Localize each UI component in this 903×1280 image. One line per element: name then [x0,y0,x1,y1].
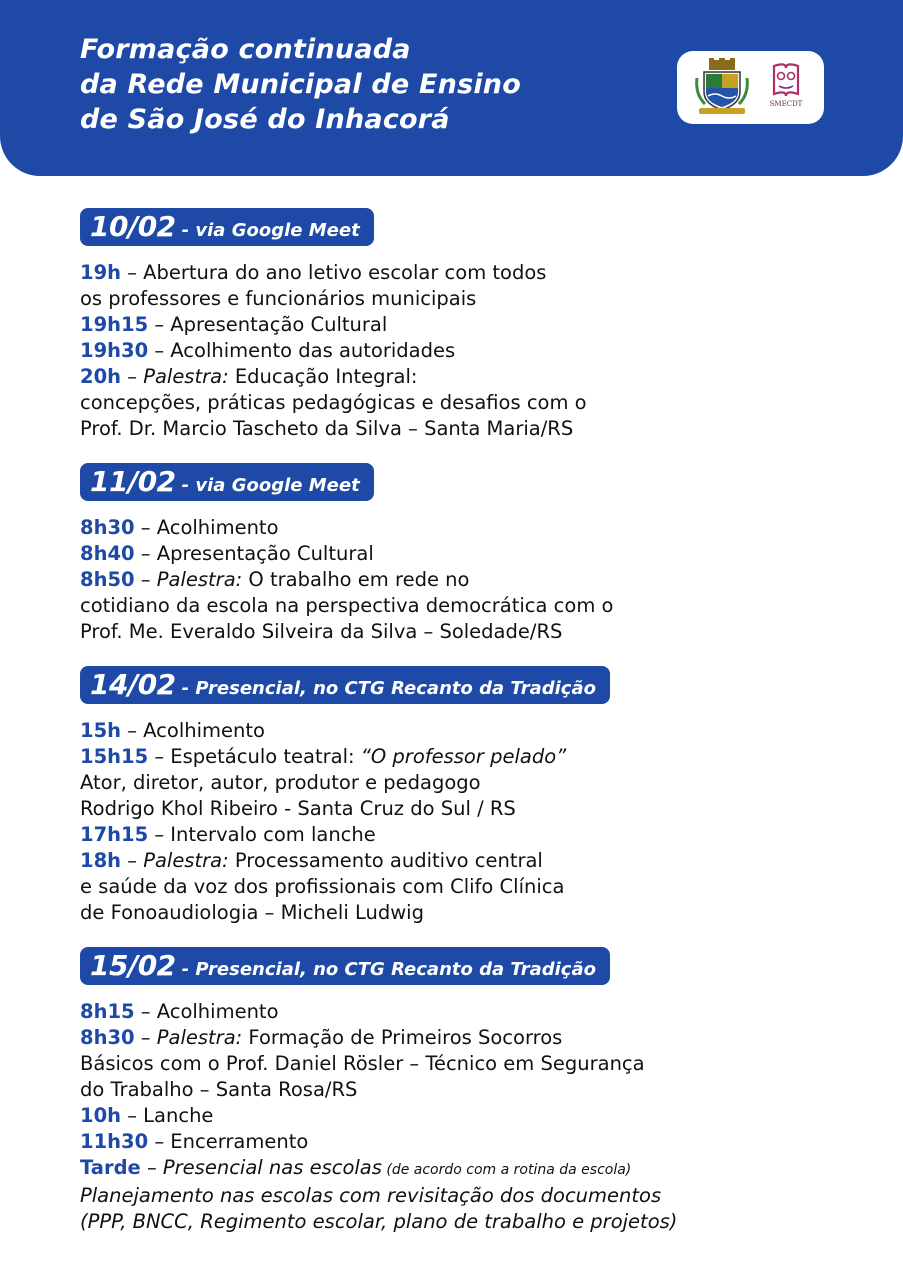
schedule-line [80,770,610,796]
schedule-line [80,1025,677,1051]
smecdt-logo [757,60,815,116]
line-text: – [121,365,144,388]
schedule-line [80,796,610,822]
time-label: 17h15 [80,823,149,846]
line-text: Formação de Primeiros Socorros [242,1026,563,1049]
date-label: 14/02 [90,668,176,701]
time-label: Tarde [80,1156,141,1179]
time-label: 15h [80,719,122,742]
schedule-line [80,1103,677,1129]
time-label: 20h [80,365,122,388]
line-note: (de acordo com a rotina da escola) [381,1162,632,1178]
line-text: – Acolhimento das autoridades [148,339,456,362]
title-line: da Rede Municipal de Ensino [80,69,521,100]
date-badge [80,463,374,501]
schedule-line [80,822,610,848]
schedule-line [80,338,587,364]
schedule-line [80,848,610,874]
line-text: concepções, práticas pedagógicas e desafios com o [80,391,587,414]
line-text: – Acolhimento [121,719,265,742]
line-italic: Planejamento nas escolas com revisitação dos documentos [80,1184,662,1207]
schedule-line [80,1155,677,1183]
line-text: Prof. Dr. Marcio Tascheto da Silva – Santa Maria/RS [80,417,574,440]
line-italic: Palestra: [143,849,229,872]
time-label: 19h [80,261,122,284]
time-label: 15h15 [80,745,149,768]
date-badge [80,947,610,985]
schedule-line [80,1077,677,1103]
line-italic: Palestra: [143,365,229,388]
mode-label: - via Google Meet [181,220,360,241]
line-text: – Abertura do ano letivo escolar com todos [121,261,547,284]
line-text: – Apresentação Cultural [148,313,388,336]
schedule-line [80,874,610,900]
schedule-line [80,1183,677,1209]
line-text: – Lanche [121,1104,214,1127]
schedule-line [80,567,613,593]
schedule-line [80,1051,677,1077]
header-banner [0,0,903,176]
schedule-line [80,744,610,770]
line-text: Prof. Me. Everaldo Silveira da Silva – Soledade/RS [80,620,563,643]
line-text: Educação Integral: [228,365,418,388]
schedule-line [80,312,587,338]
logos-box [677,51,824,124]
schedule-day-section [80,463,613,645]
line-text: Rodrigo Khol Ribeiro - Santa Cruz do Sul / RS [80,797,516,820]
schedule-line [80,619,613,645]
schedule-line [80,1209,677,1235]
line-text: – Encerramento [148,1130,309,1153]
schedule-day-section [80,208,587,442]
line-text: e saúde da voz dos profissionais com Clifo Clínica [80,875,565,898]
line-text: Ator, diretor, autor, produtor e pedagogo [80,771,481,794]
line-text: O trabalho em rede no [242,568,470,591]
time-label: 19h15 [80,313,149,336]
schedule-line [80,900,610,926]
schedule-line [80,390,587,416]
line-text: – [134,1026,157,1049]
line-italic: “O professor pelado” [360,745,567,768]
mode-label: - Presencial, no CTG Recanto da Tradição [181,959,596,980]
line-text: – Apresentação Cultural [134,542,374,565]
date-label: 15/02 [90,949,176,982]
line-text: Básicos com o Prof. Daniel Rösler – Técnico em Segurança [80,1052,645,1075]
time-label: 8h40 [80,542,135,565]
line-italic: Palestra: [156,568,243,591]
time-label: 18h [80,849,122,872]
municipal-crest-logo [695,58,749,116]
line-text: os professores e funcionários municipais [80,287,477,310]
line-text: – Espetáculo teatral: [148,745,361,768]
line-text: do Trabalho – Santa Rosa/RS [80,1078,358,1101]
schedule-line [80,999,677,1025]
book-owl-icon [757,60,815,100]
schedule-line [80,260,587,286]
mode-label: - Presencial, no CTG Recanto da Tradição [181,678,596,699]
time-label: 8h30 [80,1026,135,1049]
schedule-line [80,593,613,619]
time-label: 8h15 [80,1000,135,1023]
schedule-line [80,416,587,442]
schedule-line [80,1129,677,1155]
line-text: – Intervalo com lanche [148,823,376,846]
mode-label: - via Google Meet [181,475,360,496]
title-line: Formação continuada [80,34,411,65]
line-text: – Acolhimento [134,1000,279,1023]
line-text: de Fonoaudiologia – Micheli Ludwig [80,901,424,924]
page-title [80,32,521,137]
schedule-line [80,541,613,567]
schedule-line [80,286,587,312]
date-label: 10/02 [90,210,176,243]
schedule-day-section [80,947,677,1235]
line-text: – Acolhimento [134,516,279,539]
time-label: 8h30 [80,516,135,539]
schedule-line [80,515,613,541]
line-italic: Palestra: [156,1026,243,1049]
date-badge [80,666,610,704]
smecdt-label: SMECDT [769,100,803,108]
time-label: 11h30 [80,1130,149,1153]
line-text: – [134,568,157,591]
line-text: Processamento auditivo central [228,849,543,872]
time-label: 8h50 [80,568,135,591]
schedule-line [80,364,587,390]
date-badge [80,208,374,246]
line-text: cotidiano da escola na perspectiva democrática com o [80,594,614,617]
time-label: 19h30 [80,339,149,362]
line-italic: Presencial nas escolas [162,1156,382,1179]
schedule-day-section [80,666,610,926]
title-line: de São José do Inhacorá [80,104,450,135]
line-italic: (PPP, BNCC, Regimento escolar, plano de trabalho e projetos) [80,1210,678,1233]
line-text: – [121,849,144,872]
time-label: 10h [80,1104,122,1127]
schedule-line [80,718,610,744]
line-text: – [140,1156,163,1179]
date-label: 11/02 [90,465,176,498]
